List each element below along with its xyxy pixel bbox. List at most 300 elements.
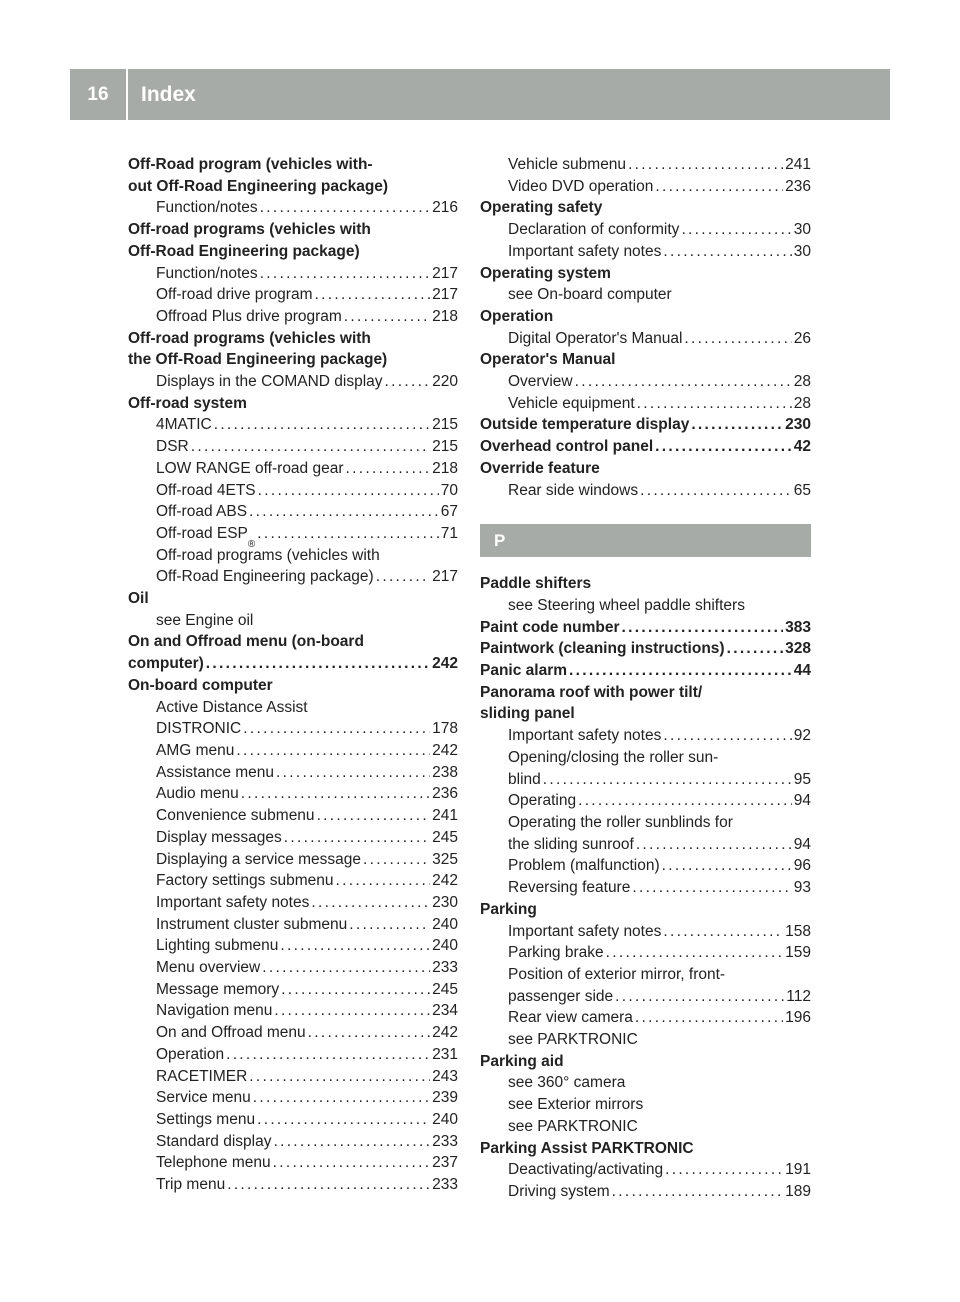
page-reference: 30	[793, 242, 811, 260]
page-reference: 215	[432, 438, 458, 456]
leader-dots	[665, 1159, 783, 1181]
entry-text: Opening/closing the roller sun-	[508, 748, 719, 766]
page-reference: 30	[793, 221, 811, 239]
leader-dots	[349, 914, 430, 936]
page-reference: 217	[432, 264, 458, 282]
leader-dots	[662, 855, 792, 877]
leader-dots	[284, 827, 430, 849]
leader-dots	[376, 566, 430, 588]
entry-text: Off-Road program (vehicles with-	[128, 156, 373, 173]
index-subentry	[128, 1066, 458, 1088]
index-subentry	[480, 1072, 811, 1094]
page-reference: 241	[785, 156, 811, 173]
index-subentry	[480, 480, 811, 502]
entry-text: see Exterior mirrors	[508, 1096, 644, 1114]
entry-text: blind	[508, 770, 541, 788]
leader-dots	[276, 762, 430, 784]
leader-dots	[249, 501, 439, 523]
entry-text: Important safety notes	[508, 242, 662, 260]
entry-text: Operating the roller sunblinds for	[508, 813, 733, 831]
page-header	[70, 69, 890, 120]
page-title: Index	[141, 82, 196, 106]
page-reference: 93	[793, 879, 811, 897]
page-reference: 233	[432, 1176, 458, 1194]
leader-dots	[258, 480, 439, 502]
index-heading	[128, 328, 458, 350]
index-subentry	[480, 241, 811, 263]
entry-text: Standard display	[156, 1132, 272, 1150]
index-heading	[128, 154, 458, 176]
page-reference: 94	[793, 835, 811, 853]
entry-text: the sliding sunroof	[508, 835, 634, 853]
entry-text: Instrument cluster submenu	[156, 915, 348, 933]
page-reference: 242	[432, 872, 458, 890]
index-subentry	[128, 1000, 458, 1022]
index-heading	[480, 573, 811, 595]
index-subentry	[128, 480, 458, 502]
leader-dots	[281, 979, 430, 1001]
entry-text: Important safety notes	[508, 922, 662, 940]
index-subentry	[128, 545, 458, 567]
index-subentry	[128, 610, 458, 632]
page-reference: 230	[785, 416, 811, 434]
entry-text: Off-Road Engineering package)	[128, 242, 360, 260]
index-subentry	[480, 1029, 811, 1051]
entry-text: Off-road ABS	[156, 503, 248, 521]
entry-text: On-board computer	[128, 676, 273, 694]
index-subentry	[480, 942, 811, 964]
index-subentry	[128, 1022, 458, 1044]
leader-dots	[260, 197, 430, 219]
entry-text: Operating	[508, 792, 577, 810]
entry-text: Off-Road Engineering package)	[156, 568, 374, 586]
index-heading	[480, 436, 811, 458]
leader-dots	[236, 740, 430, 762]
leader-dots	[578, 790, 792, 812]
index-subentry	[128, 849, 458, 871]
page-reference: 112	[786, 987, 811, 1005]
leader-dots	[311, 892, 430, 914]
page-reference: 218	[432, 307, 458, 325]
page-reference: 71	[440, 524, 458, 542]
index-subentry	[480, 986, 811, 1008]
leader-dots	[317, 805, 431, 827]
leader-dots	[227, 1174, 430, 1196]
entry-text: Oil	[128, 590, 149, 608]
index-subentry	[128, 284, 458, 306]
entry-text: Panic alarm	[480, 662, 568, 680]
entry-text: Trip menu	[156, 1176, 226, 1194]
entry-text: see On-board computer	[508, 286, 672, 304]
index-heading	[128, 675, 458, 697]
page-reference: 233	[432, 959, 458, 977]
index-subentry	[128, 914, 458, 936]
index-subentry	[480, 877, 811, 899]
entry-text: Function/notes	[156, 264, 258, 282]
entry-text: Operation	[480, 307, 554, 325]
leader-dots	[344, 306, 430, 328]
entry-text: Off-road programs (vehicles with	[128, 329, 371, 347]
entry-text: Assistance menu	[156, 763, 275, 781]
index-subentry	[480, 812, 811, 834]
leader-dots	[385, 371, 431, 393]
page-reference: 44	[793, 662, 811, 680]
index-subentry	[128, 1109, 458, 1131]
entry-text: sliding panel	[480, 705, 575, 723]
page-reference: 242	[432, 655, 458, 673]
index-subentry	[480, 964, 811, 986]
index-heading	[480, 197, 811, 219]
page-reference: 28	[793, 373, 811, 391]
entry-text: see PARKTRONIC	[508, 1117, 638, 1135]
index-heading	[128, 588, 458, 610]
page-reference: 240	[432, 1110, 458, 1128]
index-group-p	[480, 573, 811, 1202]
index-subentry	[480, 790, 811, 812]
page-reference: 65	[793, 481, 811, 499]
entry-text: passenger side	[508, 987, 614, 1005]
page-reference: 70	[440, 481, 458, 499]
index-subentry	[480, 747, 811, 769]
page-reference: 92	[793, 727, 811, 745]
index-subentry	[480, 1159, 811, 1181]
index-subentry	[480, 176, 811, 198]
leader-dots	[257, 523, 438, 545]
entry-text: see 360° camera	[508, 1074, 626, 1092]
index-subentry	[480, 855, 811, 877]
entry-text: see PARKTRONIC	[508, 1031, 638, 1049]
index-subentry	[480, 769, 811, 791]
entry-text: Parking	[480, 900, 537, 918]
leader-dots	[637, 393, 792, 415]
page-number: 16	[87, 83, 109, 105]
leader-dots	[727, 638, 784, 660]
entry-text: DISTRONIC	[156, 720, 242, 738]
page-reference: 245	[432, 828, 458, 846]
index-subentry	[128, 762, 458, 784]
leader-dots	[640, 480, 792, 502]
entry-text: Reversing feature	[508, 879, 631, 897]
entry-text: Lighting submenu	[156, 937, 279, 955]
entry-text: Display messages	[156, 828, 282, 846]
index-subentry	[480, 725, 811, 747]
leader-dots	[191, 436, 430, 458]
index-heading	[480, 703, 811, 725]
entry-text: out Off-Road Engineering package)	[128, 177, 389, 195]
leader-dots	[575, 371, 792, 393]
index-subentry	[480, 219, 811, 241]
page-reference: 217	[432, 286, 458, 304]
entry-text: Operation	[156, 1045, 225, 1063]
leader-dots	[262, 957, 430, 979]
page-reference: 158	[785, 922, 811, 940]
page-reference: 218	[432, 459, 458, 477]
leader-dots	[241, 783, 430, 805]
leader-dots	[663, 725, 791, 747]
leader-dots	[663, 921, 783, 943]
header-divider	[126, 69, 128, 120]
page-reference: 159	[785, 944, 811, 962]
leader-dots	[628, 154, 783, 176]
entry-text: Parking brake	[508, 944, 604, 962]
entry-text: DSR	[156, 438, 189, 456]
index-subentry	[480, 1181, 811, 1203]
leader-dots	[632, 877, 791, 899]
entry-text: Important safety notes	[508, 727, 662, 745]
entry-text: Paint code number	[480, 618, 620, 636]
index-subentry	[128, 197, 458, 219]
entry-text: Off-road ESP	[156, 524, 248, 542]
index-subentry	[480, 371, 811, 393]
page-reference: 240	[432, 915, 458, 933]
index-subentry	[128, 458, 458, 480]
index-subentry	[128, 697, 458, 719]
index-subentry	[128, 870, 458, 892]
entry-text: Settings menu	[156, 1110, 256, 1128]
leader-dots	[249, 1066, 430, 1088]
page-reference: 178	[432, 720, 458, 738]
entry-text: Message memory	[156, 980, 280, 998]
index-subentry	[480, 393, 811, 415]
index-subentry	[128, 1044, 458, 1066]
entry-text: Overhead control panel	[480, 438, 654, 456]
page-reference: 216	[432, 199, 458, 217]
page-reference: 241	[432, 807, 458, 825]
entry-text: Rear side windows	[508, 481, 639, 499]
index-subentry	[128, 566, 458, 588]
page-reference: 42	[793, 438, 811, 456]
index-heading	[128, 393, 458, 415]
entry-text: Active Distance Assist	[156, 698, 308, 716]
entry-text: Important safety notes	[156, 893, 310, 911]
page-reference: 236	[785, 177, 811, 195]
index-subentry	[128, 892, 458, 914]
page-reference: 94	[793, 792, 811, 810]
entry-text: see Steering wheel paddle shifters	[508, 596, 745, 614]
index-subentry	[128, 1087, 458, 1109]
leader-dots	[308, 1022, 430, 1044]
entry-text: RACETIMER	[156, 1067, 248, 1085]
entry-text: computer)	[128, 655, 204, 673]
entry-text: Factory settings submenu	[156, 872, 334, 890]
index-subentry	[128, 1131, 458, 1153]
entry-text: Navigation menu	[156, 1002, 273, 1020]
page-reference: 245	[432, 980, 458, 998]
page-reference: 215	[432, 416, 458, 434]
index-column-left	[128, 154, 458, 1196]
index-subentry	[480, 1007, 811, 1029]
index-heading	[480, 1051, 811, 1073]
entry-text: AMG menu	[156, 741, 235, 759]
leader-dots	[273, 1152, 431, 1174]
entry-text: Off-road system	[128, 394, 247, 412]
index-heading	[128, 653, 458, 675]
leader-dots	[363, 849, 430, 871]
page-reference: 239	[432, 1089, 458, 1107]
leader-dots	[206, 653, 430, 675]
index-subentry	[128, 263, 458, 285]
page-reference: 189	[785, 1182, 811, 1200]
entry-text: Paintwork (cleaning instructions)	[480, 640, 725, 658]
index-heading	[128, 241, 458, 263]
index-subentry	[128, 718, 458, 740]
entry-text: Operator's Manual	[480, 351, 616, 369]
index-subentry	[480, 1116, 811, 1138]
entry-text: Service menu	[156, 1089, 251, 1107]
page-reference: 217	[432, 568, 458, 586]
leader-dots	[663, 241, 791, 263]
page-reference: 325	[432, 850, 458, 868]
index-subentry	[480, 921, 811, 943]
entry-text: Offroad Plus drive program	[156, 307, 342, 325]
entry-text: Function/notes	[156, 199, 258, 217]
section-letter-p: P	[480, 524, 811, 557]
page-reference: 243	[432, 1067, 458, 1085]
leader-dots	[655, 436, 792, 458]
index-heading	[128, 176, 458, 198]
index-subentry	[128, 783, 458, 805]
index-subentry	[128, 306, 458, 328]
entry-text: Convenience submenu	[156, 807, 315, 825]
leader-dots	[280, 935, 430, 957]
leader-dots	[260, 263, 430, 285]
index-subentry	[128, 805, 458, 827]
leader-dots	[635, 1007, 783, 1029]
index-subentry	[128, 414, 458, 436]
index-subentry	[128, 979, 458, 1001]
page-reference: 26	[793, 329, 811, 347]
index-subentry	[128, 740, 458, 762]
entry-text: LOW RANGE off-road gear	[156, 459, 344, 477]
index-heading	[480, 458, 811, 480]
leader-dots	[226, 1044, 430, 1066]
entry-text: Off-road drive program	[156, 286, 313, 304]
entry-text: Driving system	[508, 1182, 610, 1200]
entry-text: Vehicle submenu	[508, 156, 627, 173]
entry-text: see Engine oil	[156, 611, 254, 629]
index-heading	[480, 1138, 811, 1160]
page-reference: 28	[793, 394, 811, 412]
entry-text: Off-road programs (vehicles with	[156, 546, 380, 564]
index-subentry	[480, 154, 811, 176]
index-heading	[480, 899, 811, 921]
index-subentry	[128, 827, 458, 849]
page-reference: 220	[432, 373, 458, 391]
leader-dots	[606, 942, 783, 964]
index-group-o-continued	[480, 154, 811, 501]
entry-text: Displaying a service message	[156, 850, 362, 868]
entry-text: Problem (malfunction)	[508, 857, 660, 875]
leader-dots	[243, 718, 430, 740]
index-heading	[480, 349, 811, 371]
leader-dots	[543, 769, 792, 791]
index-subentry	[128, 436, 458, 458]
index-heading	[480, 660, 811, 682]
page-reference: 242	[432, 1024, 458, 1042]
entry-text: Deactivating/activating	[508, 1161, 664, 1179]
entry-text: Displays in the COMAND display	[156, 373, 383, 391]
index-subentry	[480, 1094, 811, 1116]
index-subentry	[128, 1174, 458, 1196]
entry-text: Off-road programs (vehicles with	[128, 221, 371, 239]
page-reference: 231	[432, 1045, 458, 1063]
leader-dots	[274, 1000, 430, 1022]
leader-dots	[257, 1109, 430, 1131]
leader-dots	[681, 219, 791, 241]
entry-text: Audio menu	[156, 785, 239, 803]
entry-text: Outside temperature display	[480, 416, 690, 434]
page-reference: 230	[432, 893, 458, 911]
entry-text: Overview	[508, 373, 573, 391]
entry-text: Operating safety	[480, 199, 603, 217]
page-reference: 383	[785, 618, 811, 636]
page-reference: 96	[793, 857, 811, 875]
index-heading	[480, 263, 811, 285]
index-heading	[128, 349, 458, 371]
leader-dots	[346, 458, 431, 480]
entry-text: Menu overview	[156, 959, 261, 977]
index-heading	[480, 682, 811, 704]
leader-dots	[569, 660, 792, 682]
index-heading	[480, 617, 811, 639]
index-heading	[480, 638, 811, 660]
index-column-right	[480, 154, 811, 1203]
index-subentry	[480, 834, 811, 856]
entry-text: Video DVD operation	[508, 177, 654, 195]
entry-text: Panorama roof with power tilt/	[480, 683, 703, 701]
page-reference: 233	[432, 1132, 458, 1150]
index-subentry: Off-road ESP ® . . . 71	[128, 523, 458, 545]
index-subentry	[480, 595, 811, 617]
entry-text: Off-road 4ETS	[156, 481, 256, 499]
leader-dots	[691, 414, 783, 436]
entry-text: Paddle shifters	[480, 575, 592, 593]
page-reference: 242	[432, 741, 458, 759]
entry-text: Declaration of conformity	[508, 221, 680, 239]
leader-dots	[612, 1181, 783, 1203]
entry-text: Parking Assist PARKTRONIC	[480, 1139, 694, 1157]
page-reference: 236	[432, 785, 458, 803]
index-subentry	[128, 957, 458, 979]
page-reference: 196	[785, 1009, 811, 1027]
leader-dots	[214, 414, 430, 436]
leader-dots	[615, 986, 784, 1008]
index-subentry	[128, 935, 458, 957]
entry-text: Vehicle equipment	[508, 394, 635, 412]
page-reference: 238	[432, 763, 458, 781]
leader-dots	[622, 617, 784, 639]
entry-text: Digital Operator's Manual	[508, 329, 683, 347]
index-subentry	[128, 501, 458, 523]
index-subentry	[128, 371, 458, 393]
entry-text: Position of exterior mirror, front-	[508, 965, 726, 983]
page-reference: 234	[432, 1002, 458, 1020]
leader-dots	[335, 870, 430, 892]
entry-text: Telephone menu	[156, 1154, 271, 1172]
leader-dots	[273, 1131, 430, 1153]
entry-text: 4MATIC	[156, 416, 212, 434]
leader-dots	[655, 176, 783, 198]
index-subentry	[480, 328, 811, 350]
page-reference: 95	[793, 770, 811, 788]
leader-dots	[253, 1087, 430, 1109]
index-heading	[128, 219, 458, 241]
page-reference: 328	[785, 640, 811, 658]
page-reference: 191	[785, 1161, 811, 1179]
entry-text: Parking aid	[480, 1052, 564, 1070]
index-heading	[480, 414, 811, 436]
page-reference: 237	[432, 1154, 458, 1172]
